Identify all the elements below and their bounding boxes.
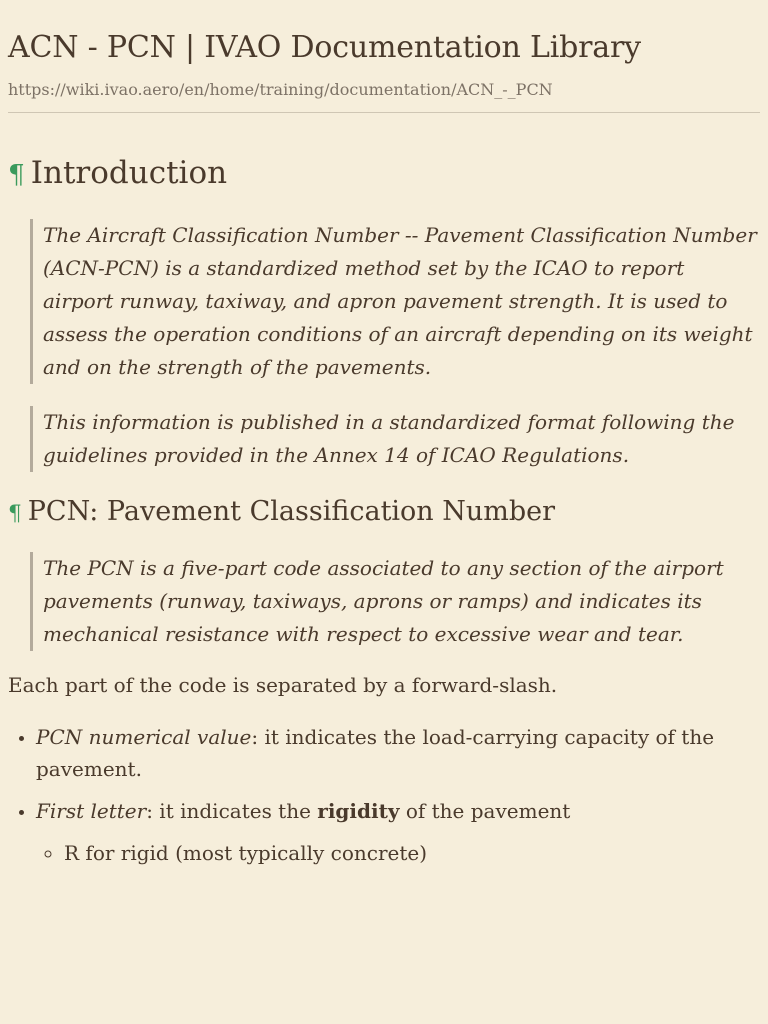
list-item-text: of the pavement bbox=[399, 799, 571, 823]
pilcrow-icon[interactable]: ¶ bbox=[8, 501, 22, 526]
pcn-list bbox=[8, 721, 760, 869]
list-item-bold: rigidity bbox=[317, 799, 400, 823]
heading-pcn bbox=[8, 494, 760, 530]
pcn-quote-wrap bbox=[30, 552, 760, 651]
intro-quote-1-wrap bbox=[30, 219, 760, 384]
page-url[interactable]: https://wiki.ivao.aero/en/home/training/documentation/ACN_-_PCN bbox=[8, 80, 553, 99]
sub-list bbox=[36, 837, 760, 869]
heading-pcn-text: PCN: Pavement Classification Number bbox=[27, 496, 556, 527]
pcn-paragraph: Each part of the code is separated by a forward-slash. bbox=[8, 673, 558, 697]
intro-quote-2-wrap bbox=[30, 406, 760, 472]
list-item-term: PCN numerical value bbox=[36, 725, 252, 749]
header-divider bbox=[8, 112, 760, 113]
list-item bbox=[36, 795, 760, 869]
sub-list-item: ◦ R for rigid (most typically concrete) bbox=[64, 837, 760, 869]
pilcrow-icon[interactable]: ¶ bbox=[8, 160, 25, 190]
intro-quote-2: This information is published in a standardized format following the guidelines provided in the Annex 14 of ICAO Regulations. bbox=[30, 406, 760, 472]
list-item-text: : it indicates the load-carrying capacity of the pavement. bbox=[36, 725, 715, 781]
heading-introduction-text: Introduction bbox=[30, 155, 228, 191]
intro-quote-1: The Aircraft Classification Number -- Pavement Classification Number (ACN-PCN) is a standardized method set by the ICAO to report airport runway, taxiway, and apron pavement strength. It is used to assess the operation conditions of an aircraft depending on its weight and on the strength of the pavements. bbox=[30, 219, 760, 384]
list-item bbox=[36, 721, 760, 785]
heading-introduction bbox=[8, 153, 760, 193]
list-item-term: First letter bbox=[36, 799, 147, 823]
pcn-quote: The PCN is a five-part code associated to any section of the airport pavements (runway, taxiways, aprons or ramps) and indicates its mechanical resistance with respect to excessive wear and tear. bbox=[30, 552, 760, 651]
list-item-text: : it indicates the bbox=[146, 799, 318, 823]
page-title: ACN - PCN | IVAO Documentation Library bbox=[8, 30, 641, 65]
